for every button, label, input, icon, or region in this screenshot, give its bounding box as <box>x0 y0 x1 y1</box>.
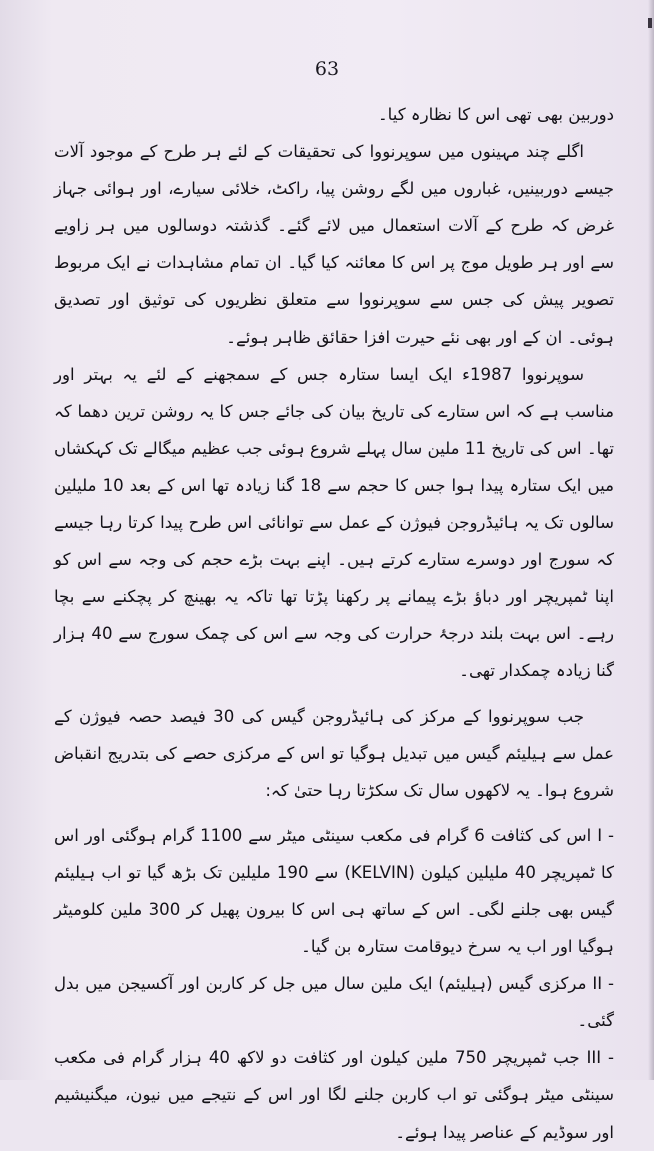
list-marker: III - <box>586 1048 614 1068</box>
list-item-2 <box>54 965 614 1039</box>
list-item-1 <box>54 817 614 965</box>
list-item-text: اس کی کثافت 6 گرام فی مکعب سینٹی میٹر سے 1100 گرام ہوگئی اور اس کا ٹمپریچر 40 ملیلین کیلون (KELVIN) سے 190 ملیلین تک بڑھ گیا تو اب ہیلیئم گیس بھی جلنے لگی۔ اس کے ساتھ ہی اس کا بیرون پھیل کر 300 ملین کلومیٹر ہوگیا اور اب یہ سرخ دیوقامت ستارہ بن گیا۔ <box>54 825 614 957</box>
paragraph-supernova-research: اگلے چند مہینوں میں سوپرنووا کی تحقیقات کے لئے ہر طرح کے موجود آلات جیسے دوربینیں، غباروں میں لگے روشن پیا، راکٹ، خلائی سیارے، اور ہوائی جہاز غرض کہ طرح کے آلات استعمال میں لائے گئے۔ گذشتہ دوسالوں میں ہر زاویے سے اور ہر طویل موج پر اس کا معائنہ کیا گیا۔ ان تمام مشاہدات نے ایک مربوط تصویر پیش کی جس سے سوپرنووا سے متعلق نظریوں کی توثیق اور تصدیق ہوئی۔ ان کے اور بھی نئے حیرت افزا حقائق ظاہر ہوئے۔ <box>54 142 614 347</box>
page-body <box>54 96 614 1151</box>
list-marker: II - <box>592 974 614 994</box>
list-item-text: جب ٹمپریچر 750 ملین کیلون اور کثافت دو لاکھ 40 ہزار گرام فی مکعب سینٹی میٹر ہوگئی تو اب کاربن جلنے لگا اور اس کے نتیجے میں نیون، میگنیشیم اور سوڈیم کے عناصر پیدا ہوئے۔ <box>54 1048 614 1142</box>
paragraph-star-history: سوپرنووا 1987ء ایک ایسا ستارہ جس کے سمجھنے کے لئے یہ بہتر اور مناسب ہے کہ اس ستارے کی تاریخ بیان کی جائے جس کا یہ روشن ترین دھما کہ تھا۔ اس کی تاریخ 11 ملین سال پہلے شروع ہوئی جب عظیم میگالے تک کہکشاں میں ایک ستارہ پیدا ہوا جس کا حجم سے 18 گنا زیادہ تھا اس کے بعد 10 ملیلین سالوں تک یہ ہائیڈروجن فیوژن کے عمل سے توانائی اس طرح پیدا کرتا رہا جیسے کہ سورج اور دوسرے ستارے کرتے ہیں۔ اپنے بہت بڑے حجم کی وجہ سے اس کو اپنا ٹمپریچر اور دباؤ بڑے پیمانے پر رکھنا پڑتا تھا تاکہ یہ بھینچ کر پچکنے سے بچا رہے۔ اس بہت بلند درجۂ حرارت کی وجہ سے اس کی چمک سورج سے 40 ہزار گنا زیادہ چمکدار تھی۔ <box>54 364 614 681</box>
list-item-3 <box>54 1039 614 1150</box>
paragraph-continuation: دوربین بھی تھی اس کا نظارہ کیا۔ <box>377 105 614 124</box>
page-number: 63 <box>314 58 340 80</box>
list-marker: I - <box>597 825 615 845</box>
corner-mark <box>648 18 652 28</box>
list-item-text: مرکزی گیس (ہیلیئم) ایک ملین سال میں جل کر کاربن اور آکسیجن میں بدل گئی۔ <box>54 974 614 1031</box>
paragraph-core-contraction: جب سوپرنووا کے مرکز کی ہائیڈروجن گیس کی 30 فیصد حصہ فیوژن کے عمل سے ہیلیئم گیس میں تبدیل ہوگیا تو اس کے مرکزی حصے کی بتدریج انقباض شروع ہوا۔ یہ لاکھوں سال تک سکڑتا رہا حتیٰ کہ: <box>54 706 614 800</box>
page-edge-shadow <box>648 0 654 1080</box>
